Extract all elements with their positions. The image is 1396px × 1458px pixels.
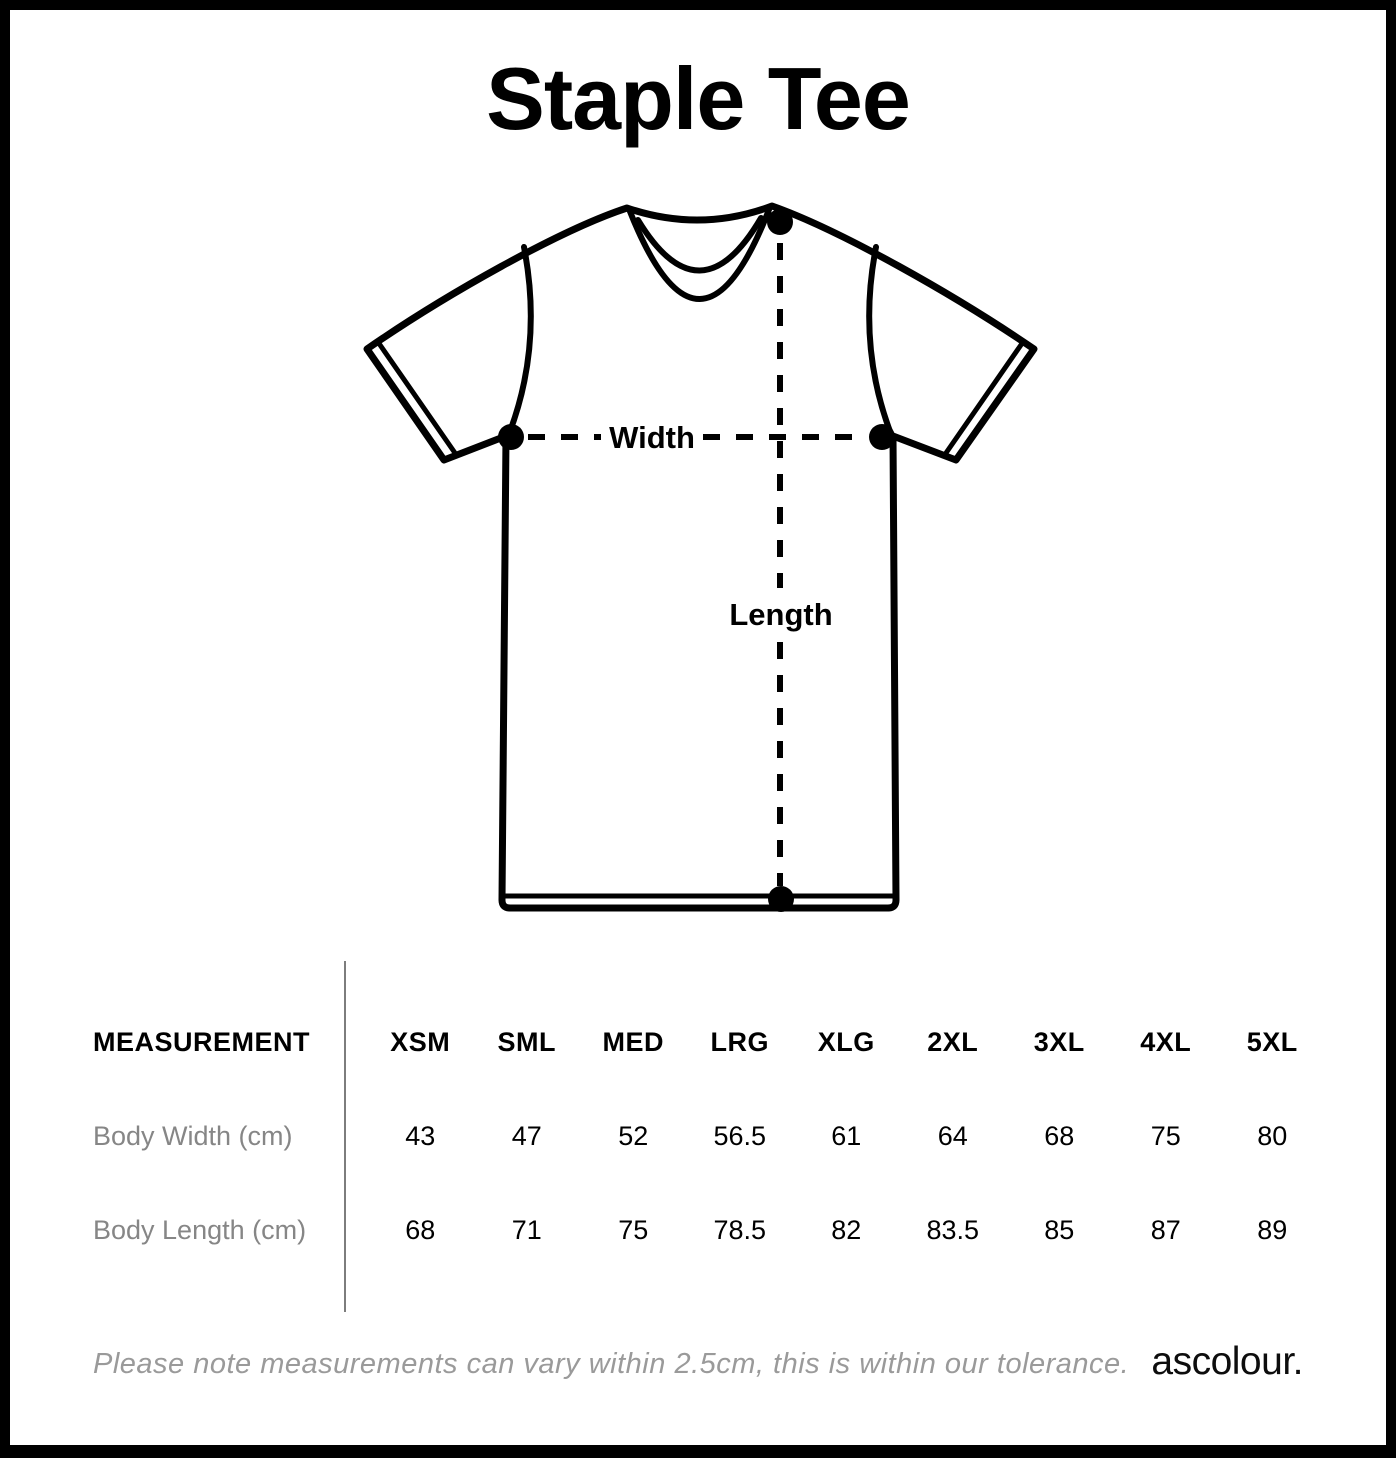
width-label: Width <box>609 420 695 455</box>
row-label-body-length: Body Length (cm) <box>93 1214 307 1245</box>
body-length-value: 82 <box>831 1214 862 1245</box>
size-header-5xl: 5XL <box>1246 1026 1298 1057</box>
bottom-hem-measure-point <box>768 886 794 912</box>
body-length-value: 68 <box>405 1214 436 1245</box>
tee-diagram <box>340 185 1060 935</box>
tee-outline <box>367 206 1034 908</box>
measurement-header: MEASUREMENT <box>93 1026 311 1057</box>
body-width-value: 61 <box>831 1120 862 1151</box>
size-header-med: MED <box>602 1026 664 1057</box>
size-header-3xl: 3XL <box>1033 1026 1085 1057</box>
body-length-value: 71 <box>511 1214 542 1245</box>
tolerance-note: Please note measurements can vary within 2.5cm, this is within our tolerance. <box>93 1348 1130 1380</box>
body-width-value: 43 <box>405 1120 436 1151</box>
neck-measure-point <box>767 209 793 235</box>
body-width-value: 68 <box>1044 1120 1075 1151</box>
row-label-body-width: Body Width (cm) <box>93 1120 293 1151</box>
body-length-value: 85 <box>1044 1214 1075 1245</box>
body-width-value: 75 <box>1150 1120 1181 1151</box>
right-underarm-measure-point <box>869 424 895 450</box>
size-table <box>10 995 1386 1277</box>
brand-logo: ascolour. <box>1151 1340 1303 1383</box>
body-width-value: 56.5 <box>713 1120 767 1151</box>
left-underarm-measure-point <box>498 424 524 450</box>
body-width-value: 64 <box>937 1120 968 1151</box>
body-length-value: 89 <box>1257 1214 1288 1245</box>
body-length-value: 83.5 <box>926 1214 980 1245</box>
body-width-value: 80 <box>1257 1120 1288 1151</box>
size-header-2xl: 2XL <box>927 1026 979 1057</box>
size-header-sml: SML <box>497 1026 556 1057</box>
body-width-value: 52 <box>618 1120 649 1151</box>
size-header-4xl: 4XL <box>1140 1026 1192 1057</box>
body-length-value: 75 <box>618 1214 649 1245</box>
size-header-xlg: XLG <box>817 1026 875 1057</box>
body-length-value: 78.5 <box>713 1214 767 1245</box>
body-length-value: 87 <box>1150 1214 1181 1245</box>
size-header-lrg: LRG <box>710 1026 769 1057</box>
page-title: Staple Tee <box>486 49 910 148</box>
size-header-xsm: XSM <box>390 1026 451 1057</box>
length-label: Length <box>729 597 833 632</box>
body-width-value: 47 <box>511 1120 542 1151</box>
